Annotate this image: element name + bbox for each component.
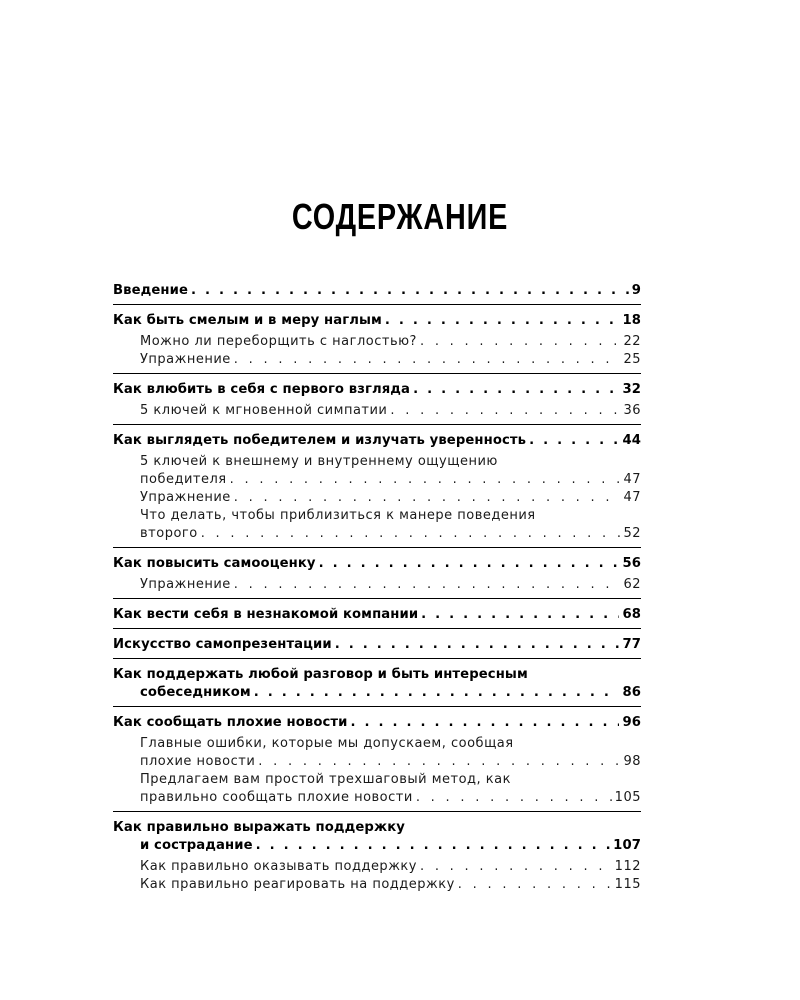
chapter-title: Как быть смелым и в меру наглым <box>113 313 382 328</box>
page-number: 18 <box>622 313 641 328</box>
dot-leader <box>256 837 611 855</box>
toc-entry[interactable] <box>113 312 641 330</box>
section-title: победителя <box>140 472 227 487</box>
section-title-line1: Что делать, чтобы приблизиться к манере поведения <box>140 508 536 523</box>
toc-chapter <box>113 312 641 374</box>
page-number: 32 <box>622 382 641 397</box>
table-of-contents <box>113 282 641 905</box>
page-number: 36 <box>623 403 641 418</box>
section-title: Упражнение <box>140 490 231 505</box>
chapter-title: Введение <box>113 283 189 298</box>
dot-leader <box>420 858 612 876</box>
dot-leader <box>230 471 621 489</box>
page-number: 68 <box>622 607 641 622</box>
dot-leader <box>234 576 621 594</box>
section-title-line1: 5 ключей к внешнему и внутреннему ощущению <box>140 454 498 469</box>
dot-leader <box>420 333 621 351</box>
dot-leader <box>390 402 620 420</box>
section-title: Можно ли переборщить с наглостью? <box>140 334 417 349</box>
chapter-title: Как сообщать плохие новости <box>113 715 348 730</box>
section-title-line1: Предлагаем вам простой трехшаговый метод, как <box>140 772 511 787</box>
toc-chapter <box>113 714 641 812</box>
page-number: 96 <box>622 715 641 730</box>
section-title-line1: Главные ошибки, которые мы допускаем, сообщая <box>140 736 514 751</box>
dot-leader <box>458 876 612 894</box>
toc-subentry[interactable] <box>113 525 641 543</box>
toc-subentry[interactable] <box>113 351 641 369</box>
chapter-title: Как влюбить в себя с первого взгляда <box>113 382 411 397</box>
dot-leader <box>335 636 620 654</box>
chapter-title-line1: Как поддержать любой разговор и быть интересным <box>113 667 528 682</box>
page-number: 9 <box>631 283 641 298</box>
toc-chapter <box>113 555 641 599</box>
section-title: Упражнение <box>140 577 231 592</box>
chapter-title: Как вести себя в незнакомой компании <box>113 607 419 622</box>
toc-subentry[interactable] <box>113 789 641 807</box>
page-number: 62 <box>623 577 641 592</box>
toc-subentry[interactable] <box>113 333 641 351</box>
dot-leader <box>319 555 620 573</box>
dot-leader <box>416 789 612 807</box>
page-number: 52 <box>623 526 641 541</box>
chapter-title: Как выглядеть победителем и излучать уверенность <box>113 433 527 448</box>
page-number: 56 <box>622 556 641 571</box>
toc-entry[interactable] <box>113 714 641 732</box>
section-title: Как правильно реагировать на поддержку <box>140 877 455 892</box>
section-title: второго <box>140 526 198 541</box>
page-number: 22 <box>623 334 641 349</box>
page-number: 86 <box>622 685 641 700</box>
page-number: 44 <box>622 433 641 448</box>
dot-leader <box>421 606 619 624</box>
dot-leader <box>258 753 620 771</box>
dot-leader <box>413 381 619 399</box>
dot-leader <box>201 525 621 543</box>
toc-entry[interactable] <box>113 555 641 573</box>
toc-subentry[interactable] <box>113 876 641 894</box>
dot-leader <box>529 432 619 450</box>
page-title: СОДЕРЖАНИЕ <box>291 196 509 237</box>
chapter-title-line1: Как правильно выражать поддержку <box>113 820 405 835</box>
section-title: плохие новости <box>140 754 256 769</box>
toc-entry[interactable] <box>113 837 641 855</box>
section-title: 5 ключей к мгновенной симпатии <box>140 403 388 418</box>
toc-entry[interactable] <box>113 381 641 399</box>
dot-leader <box>234 351 621 369</box>
toc-chapter <box>113 432 641 548</box>
chapter-title: Искусство самопрезентации <box>113 637 332 652</box>
toc-entry[interactable] <box>113 684 641 702</box>
page-number: 98 <box>623 754 641 769</box>
page-number: 25 <box>623 352 641 367</box>
dot-leader <box>385 312 620 330</box>
page-number: 107 <box>613 838 641 853</box>
dot-leader <box>351 714 620 732</box>
toc-entry[interactable] <box>113 636 641 654</box>
section-title: Как правильно оказывать поддержку <box>140 859 417 874</box>
page-number: 115 <box>614 877 641 892</box>
toc-entry[interactable] <box>113 606 641 624</box>
chapter-title: собеседником <box>140 685 251 700</box>
toc-subentry[interactable] <box>113 489 641 507</box>
toc-chapter <box>113 819 641 898</box>
dot-leader <box>254 684 620 702</box>
toc-entry[interactable] <box>113 432 641 450</box>
toc-chapter <box>113 636 641 659</box>
chapter-title: Как повысить самооценку <box>113 556 316 571</box>
chapter-title: и сострадание <box>140 838 253 853</box>
toc-entry[interactable] <box>113 282 641 300</box>
section-title: Упражнение <box>140 352 231 367</box>
section-title: правильно сообщать плохие новости <box>140 790 413 805</box>
page-number: 112 <box>614 859 641 874</box>
toc-chapter <box>113 666 641 707</box>
toc-subentry[interactable] <box>113 471 641 489</box>
toc-chapter <box>113 282 641 305</box>
toc-subentry[interactable] <box>113 753 641 771</box>
toc-subentry[interactable] <box>113 858 641 876</box>
toc-chapter <box>113 606 641 629</box>
toc-subentry[interactable] <box>113 576 641 594</box>
page-number: 47 <box>623 472 641 487</box>
dot-leader <box>234 489 621 507</box>
page-number: 77 <box>622 637 641 652</box>
page-number: 47 <box>623 490 641 505</box>
page-number: 105 <box>614 790 641 805</box>
toc-chapter <box>113 381 641 425</box>
dot-leader <box>191 282 629 300</box>
toc-subentry[interactable] <box>113 402 641 420</box>
